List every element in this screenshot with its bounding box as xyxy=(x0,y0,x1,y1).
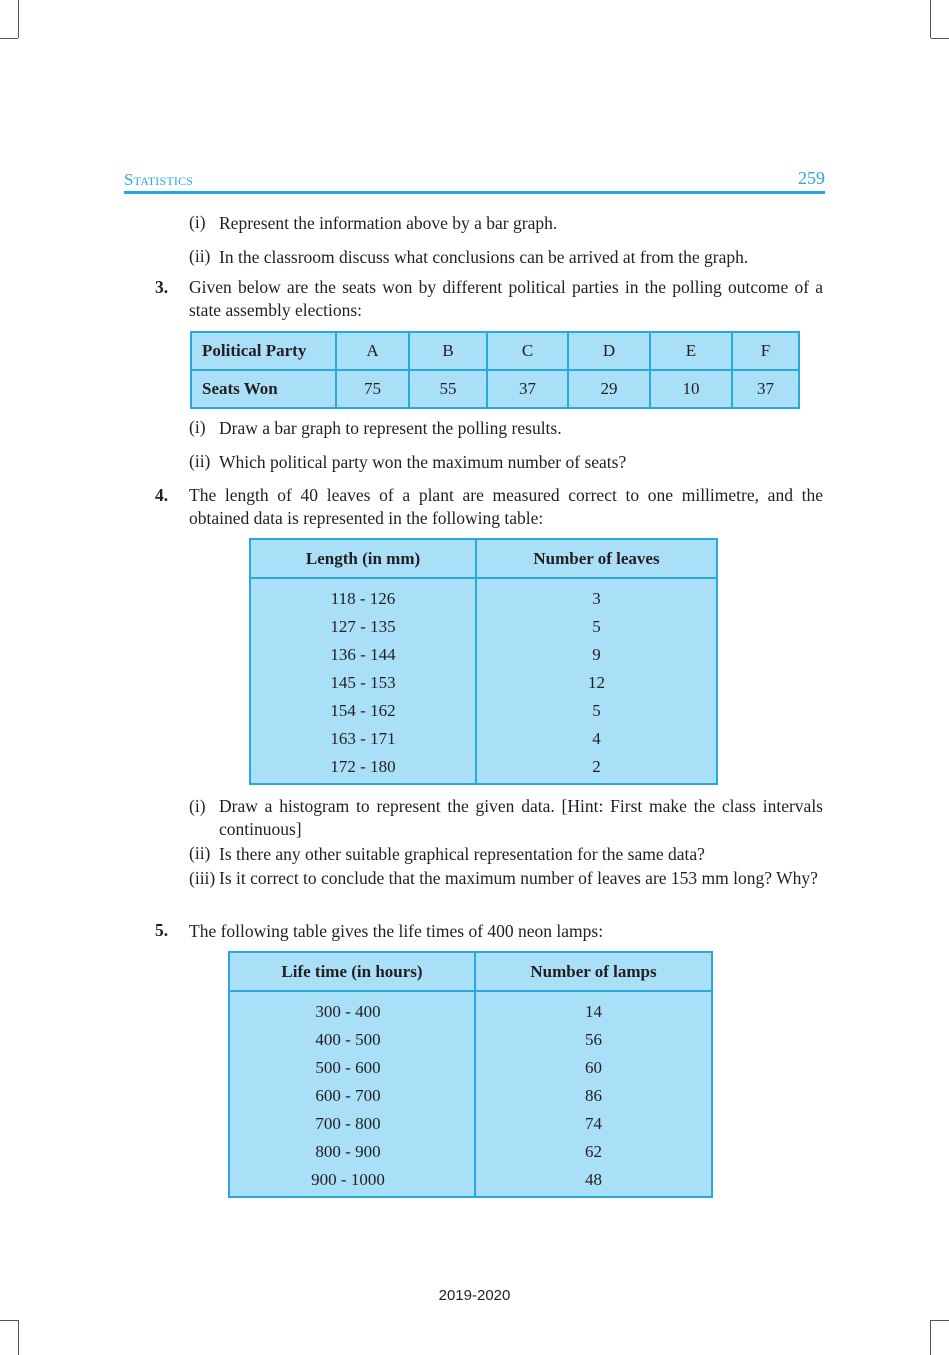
q4-ii-number: (ii) xyxy=(189,843,211,863)
lamp-count-cell: 60 xyxy=(585,1058,602,1077)
table-row xyxy=(191,370,799,408)
leaf-count-cell: 9 xyxy=(592,645,601,664)
length-range-cell: 118 - 126 xyxy=(330,589,396,608)
q4-i-number: (i) xyxy=(189,796,206,816)
lifetime-range-cell: 900 - 1000 xyxy=(311,1170,385,1189)
length-range-cell: 136 - 144 xyxy=(330,645,396,664)
leaf-count-cell: 5 xyxy=(592,617,601,636)
q2-i-number: (i) xyxy=(189,212,206,232)
seats-cell: 37 xyxy=(732,370,799,408)
row-header-seats: Seats Won xyxy=(191,370,336,408)
header-rule xyxy=(124,191,825,194)
seats-cell: 37 xyxy=(487,370,568,408)
q2-ii-text: In the classroom discuss what conclusions can be arrived at from the graph. xyxy=(219,247,749,267)
party-cell: B xyxy=(409,332,487,370)
party-cell: A xyxy=(336,332,409,370)
crop-mark xyxy=(0,38,18,39)
leaf-count-cell: 12 xyxy=(588,673,605,692)
q4-number: 4. xyxy=(155,485,169,505)
q4-iii-number: (iii) xyxy=(189,868,216,888)
col-header-leaves: Number of leaves xyxy=(533,549,660,568)
page-number: 259 xyxy=(798,168,825,188)
lifetime-range-cell: 800 - 900 xyxy=(315,1142,381,1161)
q5-text: The following table gives the life times of 400 neon lamps: xyxy=(189,921,604,941)
seats-cell: 29 xyxy=(568,370,650,408)
crop-mark xyxy=(931,1320,949,1321)
q2-ii-number: (ii) xyxy=(189,246,211,266)
q5-number: 5. xyxy=(155,920,169,940)
q3-i-text: Draw a bar graph to represent the polling results. xyxy=(219,418,562,438)
lamp-count-cell: 62 xyxy=(585,1142,602,1161)
q4-i-text: Draw a histogram to represent the given data. [Hint: First make the class intervals continuous] xyxy=(219,796,823,839)
lamp-count-cell: 86 xyxy=(585,1086,602,1105)
q2-i-text: Represent the information above by a bar graph. xyxy=(219,213,558,233)
lamp-count-cell: 56 xyxy=(585,1030,602,1049)
q3-ii-number: (ii) xyxy=(189,451,211,471)
table-row xyxy=(191,332,799,370)
lifetime-range-cell: 500 - 600 xyxy=(315,1058,381,1077)
crop-mark xyxy=(930,1320,931,1355)
crop-mark xyxy=(18,1320,19,1355)
lifetime-range-cell: 400 - 500 xyxy=(315,1030,381,1049)
lifetime-range-cell: 300 - 400 xyxy=(315,1002,381,1021)
party-seats-table xyxy=(190,331,800,409)
col-header-length: Length (in mm) xyxy=(305,549,421,568)
lamp-count-cell: 14 xyxy=(585,1002,602,1021)
header-divider xyxy=(251,577,716,579)
q4-iii-text: Is it correct to conclude that the maximum number of leaves are 153 mm long? Why? xyxy=(219,868,818,888)
party-cell: F xyxy=(732,332,799,370)
chapter-title: Statistics xyxy=(124,170,194,189)
header-divider xyxy=(230,990,711,992)
leaf-count-cell: 3 xyxy=(592,589,601,608)
q3-text: Given below are the seats won by different political parties in the polling outcome of a state assembly elections: xyxy=(189,277,823,320)
length-range-cell: 154 - 162 xyxy=(330,701,396,720)
length-range-cell: 145 - 153 xyxy=(330,673,396,692)
seats-cell: 75 xyxy=(336,370,409,408)
lamp-count-cell: 48 xyxy=(585,1170,602,1189)
lifetime-range-cell: 700 - 800 xyxy=(315,1114,381,1133)
leaf-count-cell: 2 xyxy=(592,757,601,776)
crop-mark xyxy=(18,0,19,38)
col-header-lamps: Number of lamps xyxy=(530,962,657,981)
running-header xyxy=(124,168,825,192)
crop-mark xyxy=(0,1320,18,1321)
leaf-count-cell: 5 xyxy=(592,701,601,720)
party-cell: C xyxy=(487,332,568,370)
q3-number: 3. xyxy=(155,277,169,297)
q4-text: The length of 40 leaves of a plant are measured correct to one millimetre, and the obtained data is represented in the following table: xyxy=(189,485,823,528)
lamp-count-cell: 74 xyxy=(585,1114,602,1133)
leaf-length-table xyxy=(249,538,718,785)
length-range-cell: 172 - 180 xyxy=(330,757,396,776)
seats-cell: 10 xyxy=(650,370,732,408)
footer-year: 2019-2020 xyxy=(438,1287,511,1304)
crop-mark xyxy=(931,38,949,39)
row-header-party: Political Party xyxy=(191,332,336,370)
party-cell: E xyxy=(650,332,732,370)
seats-cell: 55 xyxy=(409,370,487,408)
leaf-count-cell: 4 xyxy=(592,729,601,748)
q3-i-number: (i) xyxy=(189,417,206,437)
q4-ii-text: Is there any other suitable graphical representation for the same data? xyxy=(219,844,705,864)
crop-mark xyxy=(930,0,931,38)
length-range-cell: 127 - 135 xyxy=(330,617,396,636)
length-range-cell: 163 - 171 xyxy=(330,729,396,748)
col-header-lifetime: Life time (in hours) xyxy=(281,962,423,981)
lamp-lifetime-table xyxy=(228,951,713,1198)
q3-ii-text: Which political party won the maximum number of seats? xyxy=(219,452,627,472)
party-cell: D xyxy=(568,332,650,370)
lifetime-range-cell: 600 - 700 xyxy=(315,1086,381,1105)
